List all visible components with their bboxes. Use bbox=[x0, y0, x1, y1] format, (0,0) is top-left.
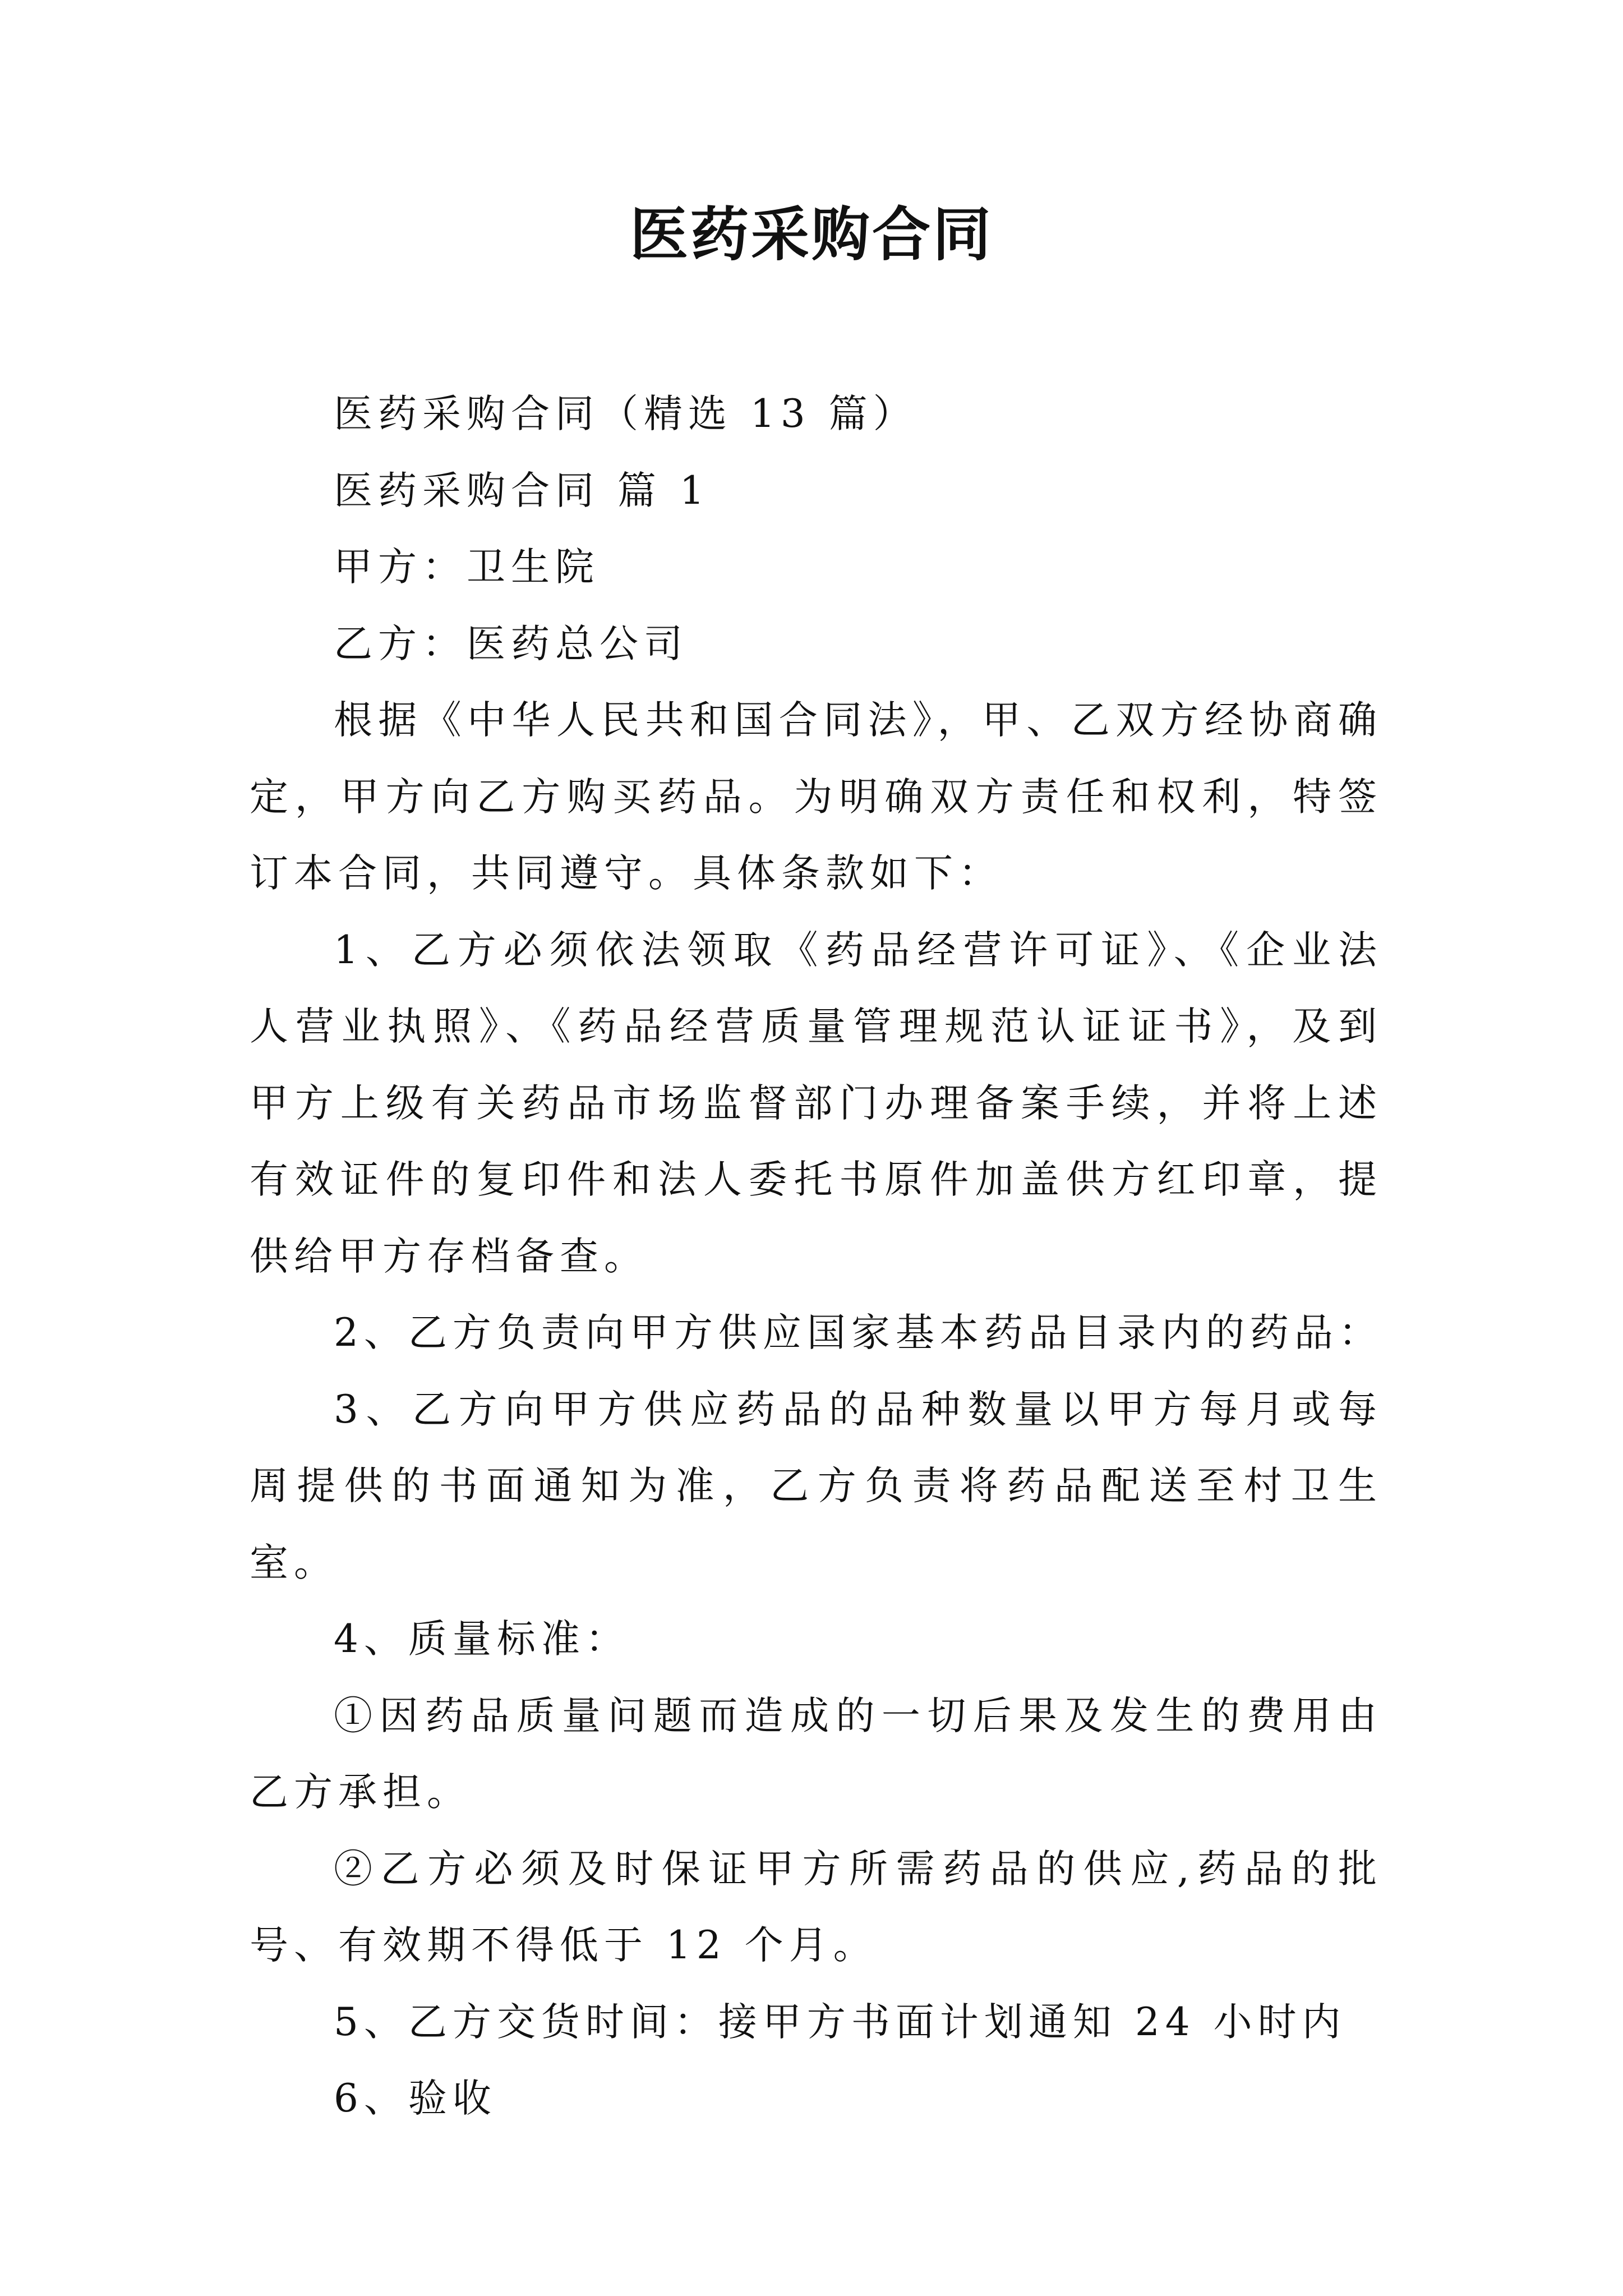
paragraph-clause-4-item-2: ②乙方必须及时保证甲方所需药品的供应,药品的批号、有效期不得低于 12 个月。 bbox=[250, 1846, 1382, 1968]
paragraph-clause-4: 4、质量标准： bbox=[334, 1617, 630, 1662]
paragraph-clause-6: 6、验收 bbox=[334, 2076, 497, 2121]
paragraph-preamble: 根据《中华人民共和国合同法》，甲、乙双方经协商确定，甲方向乙方购买药品。为明确双方责任和权利，特签订本合同，共同遵守。具体条款如下： bbox=[250, 698, 1382, 896]
paragraph-subtitle: 医药采购合同（精选 13 篇） bbox=[334, 392, 917, 436]
paragraph-clause-2: 2、乙方负责向甲方供应国家基本药品目录内的药品： bbox=[334, 1310, 1383, 1355]
paragraph-clause-4-item-1: ①因药品质量问题而造成的一切后果及发生的费用由乙方承担。 bbox=[250, 1693, 1382, 1815]
paragraph-party-a: 甲方：卫生院 bbox=[334, 545, 600, 590]
document-title: 医药采购合同 bbox=[629, 200, 993, 269]
paragraph-section-heading: 医药采购合同 篇 1 bbox=[334, 468, 710, 513]
document-body bbox=[250, 376, 1382, 2137]
paragraph-clause-5: 5、乙方交货时间：接甲方书面计划通知 24 小时内 bbox=[334, 1999, 1347, 2045]
paragraph-clause-3: 3、乙方向甲方供应药品的品种数量以甲方每月或每周提供的书面通知为准，乙方负责将药品配送至村卫生室。 bbox=[250, 1387, 1382, 1585]
paragraph-clause-1: 1、乙方必须依法领取《药品经营许可证》、《企业法人营业执照》、《药品经营质量管理规范认证证书》，及到甲方上级有关药品市场监督部门办理备案手续，并将上述有效证件的复印件和法人委托书原件加盖供方红印章，提供给甲方存档备查。 bbox=[250, 927, 1382, 1279]
paragraph-party-b: 乙方：医药总公司 bbox=[334, 621, 688, 666]
